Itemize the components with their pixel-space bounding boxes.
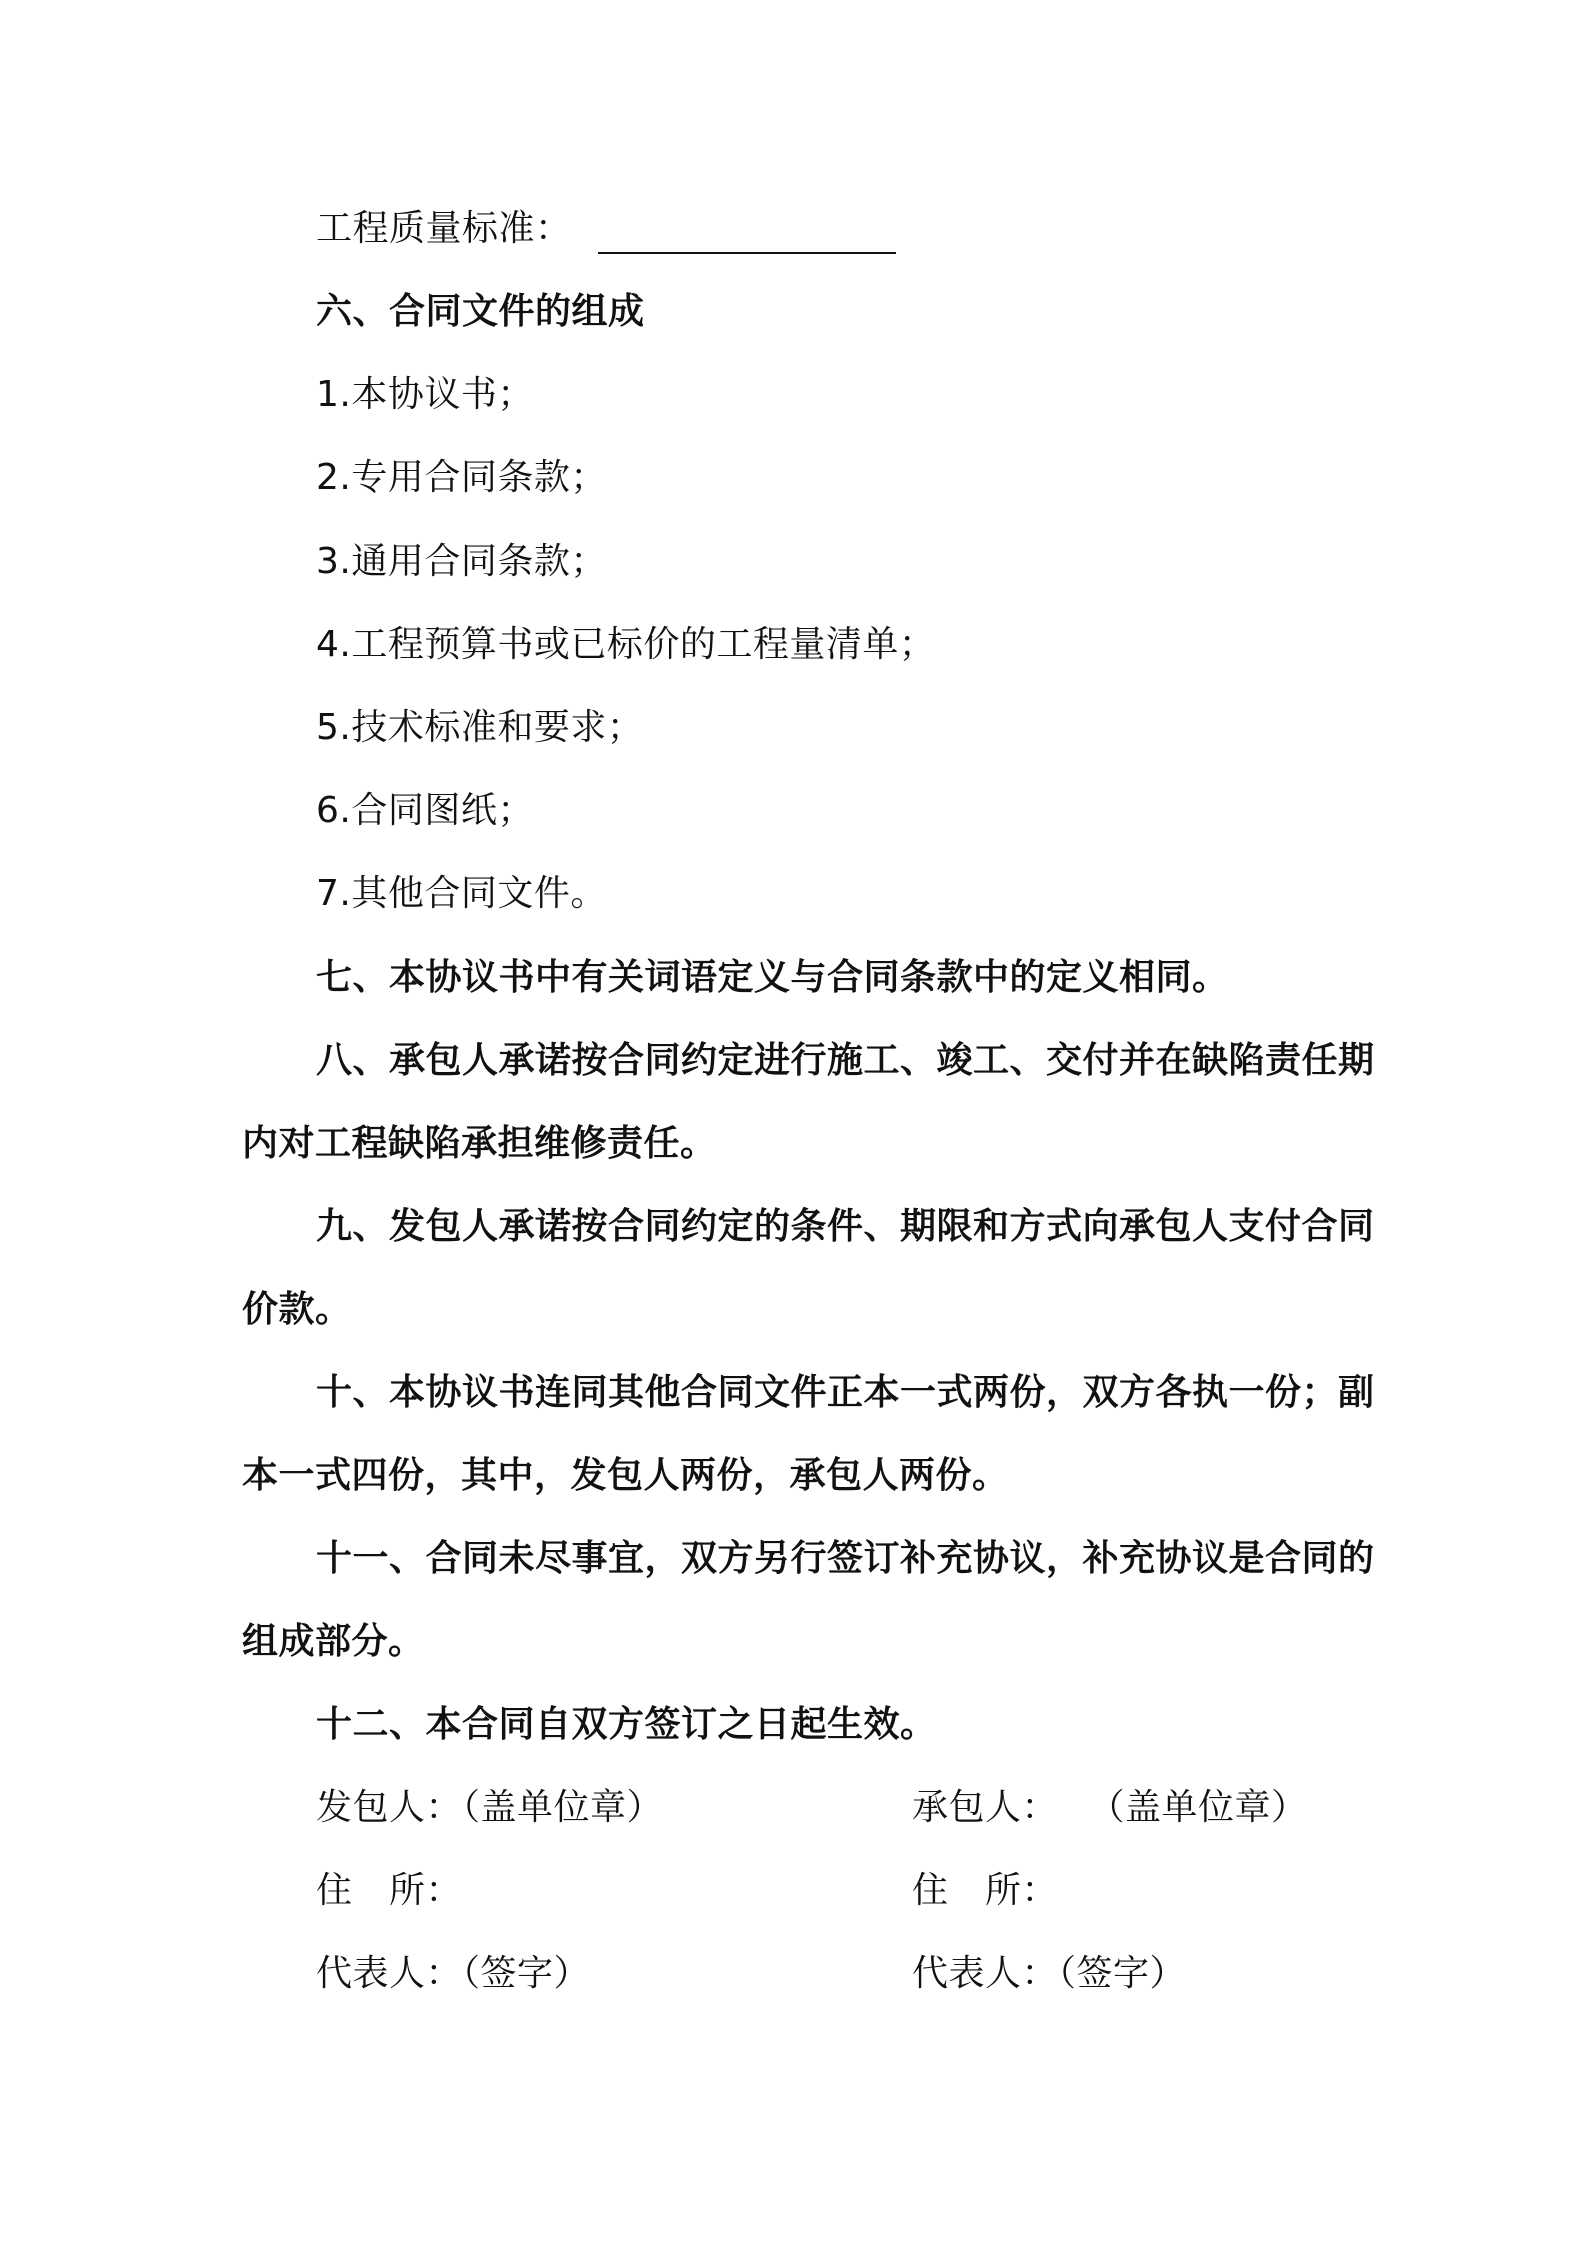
section-10-line-1: 十、本协议书连同其他合同文件正本一式两份，双方各执一份；副 (316, 1372, 1375, 1413)
list-item-7: 7.其他合同文件。 (316, 873, 607, 914)
list-item-4: 4.工程预算书或已标价的工程量清单； (316, 624, 936, 665)
section-11-line-1: 十一、合同未尽事宜，双方另行签订补充协议，补充协议是合同的 (316, 1538, 1375, 1579)
section-9-line-1: 九、发包人承诺按合同约定的条件、期限和方式向承包人支付合同 (316, 1206, 1375, 1247)
section-8-line-1: 八、承包人承诺按合同约定进行施工、竣工、交付并在缺陷责任期 (316, 1040, 1375, 1081)
quality-standard-blank (598, 252, 896, 254)
list-item-5: 5.技术标准和要求； (316, 707, 644, 748)
section-8-line-2: 内对工程缺陷承担维修责任。 (242, 1123, 717, 1164)
employer-address: 住 所： (316, 1870, 463, 1911)
contractor-address: 住 所： (912, 1870, 1059, 1911)
contractor-party: 承包人： （盖单位章） (912, 1787, 1308, 1828)
list-item-2: 2.专用合同条款； (316, 457, 607, 498)
contractor-representative: 代表人：（签字） (912, 1953, 1187, 1994)
list-item-6: 6.合同图纸； (316, 790, 534, 831)
section-10-line-2: 本一式四份，其中，发包人两份，承包人两份。 (242, 1455, 1009, 1496)
section-11-line-2: 组成部分。 (242, 1621, 425, 1662)
employer-representative: 代表人：（签字） (316, 1953, 591, 1994)
section-12: 十二、本合同自双方签订之日起生效。 (316, 1704, 937, 1745)
quality-standard-label: 工程质量标准： (316, 208, 572, 249)
list-item-3: 3.通用合同条款； (316, 541, 607, 582)
section-9-line-2: 价款。 (242, 1289, 352, 1330)
section-7: 七、本协议书中有关词语定义与合同条款中的定义相同。 (316, 957, 1229, 998)
list-item-1: 1.本协议书； (316, 374, 534, 415)
employer-party: 发包人：（盖单位章） (316, 1787, 664, 1828)
section-6-heading: 六、合同文件的组成 (316, 291, 645, 332)
